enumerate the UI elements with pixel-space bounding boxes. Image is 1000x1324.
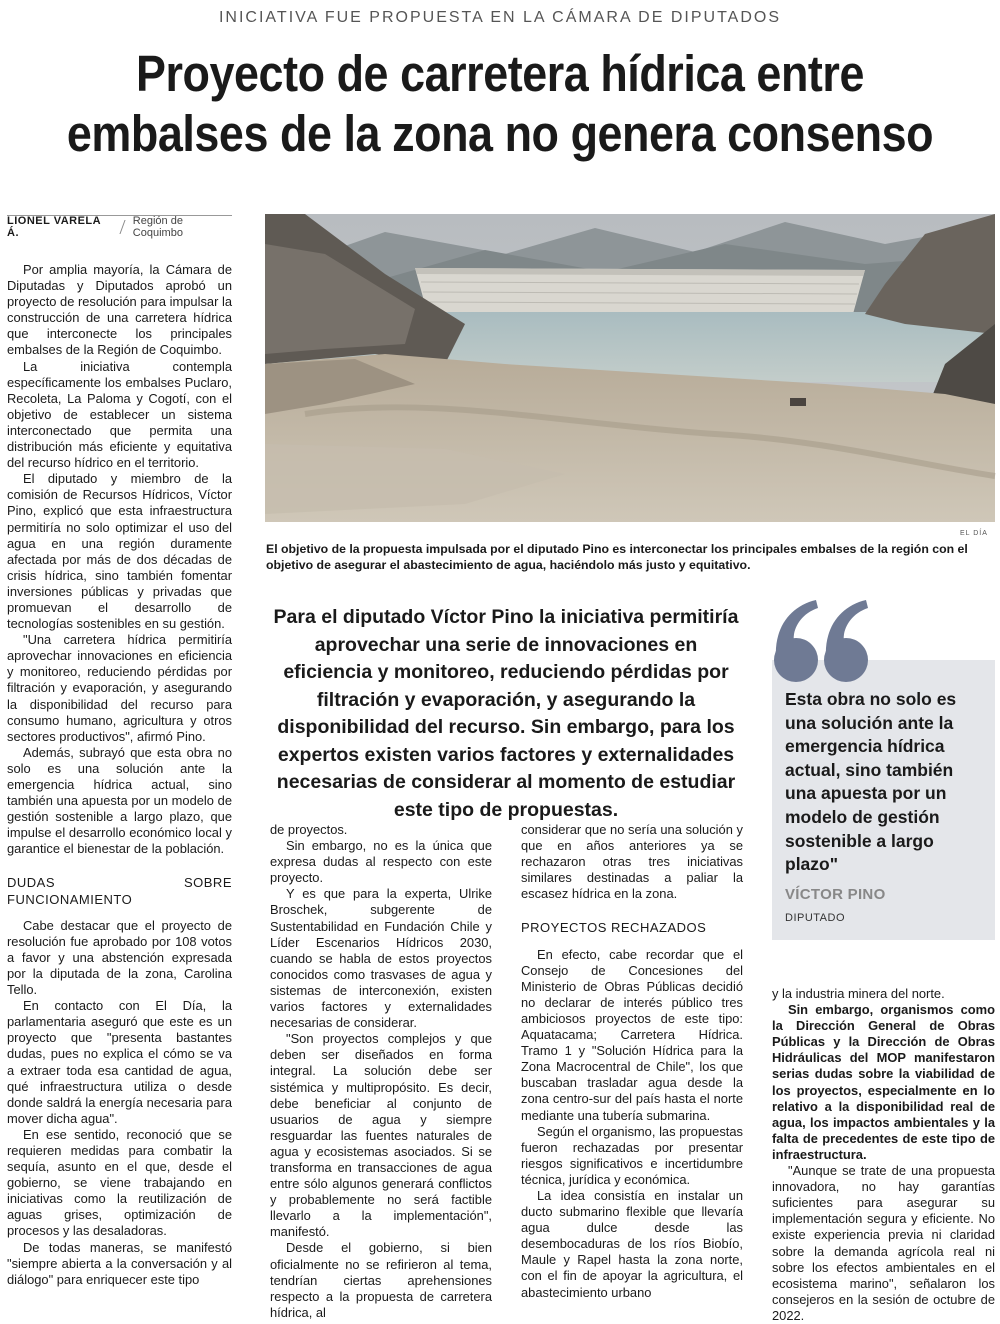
paragraph: "Una carretera hídrica permitiría aprovechar innovaciones en eficiencia y monitoreo, reduciendo pérdidas por filtración y evaporación, y asegurando la disponibilidad del recurso para consumo humano, agricultura y otros sectores productivos", afirmó Pino.: [7, 632, 232, 744]
paragraph: "Aunque se trate de una propuesta innovadora, no hay garantías suficientes para asegurar su implementación segura y eficiente. No existe experiencia previa ni claridad sobre la demanda agrícola real ni sobre los efectos ambientales en el ecosistema marino", señalaron los consejeros en la sesión de octubre de 2022.: [772, 1163, 995, 1323]
paragraph: Desde el gobierno, si bien oficialmente no se refirieron al tema, tendrían ciertas aprehensiones respecto a la propuesta de carretera hídrica, al: [270, 1240, 492, 1320]
byline-region: Región de Coquimbo: [132, 214, 183, 239]
paragraph: Sin embargo, no es la única que expresa dudas al respecto con este proyecto.: [270, 838, 492, 886]
quote-marks-icon: [770, 598, 880, 688]
paragraph: y la industria minera del norte.: [772, 986, 945, 1001]
article-column-1: [7, 262, 232, 1288]
paragraph: En contacto con El Día, la parlamentaria aseguró que este es un proyecto que "presenta bastantes dudas, pues no explica el cómo se va a extraer toda esa cantidad de agua, qué infraestructura utiliza o desde donde saldrá la energía necesaria para mover dicha agua".: [7, 998, 232, 1126]
paragraph: En ese sentido, reconoció que se requieren medidas para combatir la sequía, asunto en el que, desde el gobierno, se viene trabajando en iniciativas como la reutilización de aguas grises, optimización de procesos y las desaladoras.: [7, 1126, 232, 1239]
subheading-dudas: DUDAS SOBRE FUNCIONAMIENTO: [7, 875, 232, 907]
paragraph: Sin embargo, organismos como la Dirección General de Obras Públicas y la Dirección de Obras Hidráulicas del MOP manifestaron serias dudas sobre la viabilidad de los proyectos, especialmente en lo relativo a la disponibilidad real de agua, los impactos ambientales y la falta de precedentes de este tipo de infraestructura.: [772, 1002, 995, 1162]
paragraph: Según el organismo, las propuestas fueron rechazadas por presentar riesgos significativos e incertidumbre técnica, jurídica y económica.: [521, 1123, 743, 1187]
photo-credit: EL DÍA: [960, 530, 988, 537]
article-column-3: [521, 822, 743, 1301]
lead-paragraph: Para el diputado Víctor Pino la iniciativa permitiría aprovechar una serie de innovaciones en eficiencia y monitoreo, reduciendo pérdidas por filtración y evaporación, y asegurando la disponibilidad del recurso. Sin embargo, para los expertos existen varios factores y externalidades necesarias de considerar al momento de estudiar este tipo de propuestas.: [273, 606, 739, 821]
headline-line-1: Proyecto de carretera hídrica entre: [136, 45, 864, 102]
paragraph: Cabe destacar que el proyecto de resolución fue aprobado por 108 votos a favor y una abstención expresada por la diputada de la zona, Carolina Tello.: [7, 917, 232, 998]
byline-author: LIONEL VARELA Á.: [7, 214, 101, 239]
byline-separator: [119, 220, 125, 234]
pullquote-role: DIPUTADO: [785, 912, 846, 924]
paragraph: Y es que para la experta, Ulrike Broschek, subgerente de Sustentabilidad en Fundación Chile y Líder Escenarios Hídricos 2030, cuando se habla de estos proyectos conocidos como trasvases de agua y sistemas de interconexión, existen varios factores y externalidades necesarias de considerar.: [270, 886, 492, 1031]
subheading-proyectos: PROYECTOS RECHAZADOS: [521, 920, 707, 936]
paragraph: Además, subrayó que esta obra no solo es una solución ante la emergencia hídrica actual, sino también una apuesta por un modelo de gestión sostenible a largo plazo, que impulse el desarrollo económico local y garantice el bienestar de la población.: [7, 744, 232, 857]
paragraph: En efecto, cabe recordar que el Consejo de Concesiones del Ministerio de Obras Públicas decidió no declarar de interés público tres ambiciosos proyectos de este tipo: Aquatacama; Carretera Hídrica. Tramo 1 y "Solución Hídrica para la Zona Macrocentral de Chile", los que buscaban trasladar agua desde la zona centro-sur del país hasta el norte mediante una tubería submarina.: [521, 946, 743, 1123]
paragraph: Por amplia mayoría, la Cámara de Diputadas y Diputados aprobó un proyecto de resolución para impulsar la construcción de una carretera hídrica que interconecte los principales embalses de la Región de Coquimbo.: [7, 262, 232, 358]
paragraph: De todas maneras, se manifestó "siempre abierta a la conversación y al diálogo" para enriquecer este tipo: [7, 1239, 232, 1287]
paragraph: considerar que no sería una solución y que en años anteriores ya se rechazaron otras tres iniciativas similares destinadas a paliar la escasez hídrica en la zona.: [521, 822, 743, 902]
kicker: INICIATIVA FUE PROPUESTA EN LA CÁMARA DE DIPUTADOS: [218, 9, 782, 26]
paragraph: de proyectos.: [270, 822, 348, 837]
photo-caption: El objetivo de la propuesta impulsada por el diputado Pino es interconectar los principales embalses de la región con el objetivo de asegurar el abastecimiento de agua, haciéndolo más justo y equitativo.: [266, 542, 968, 572]
paragraph: La idea consistía en instalar un ducto submarino flexible que llevaría agua dulce desde las desembocaduras de los ríos Biobío, Maule y Rapel hasta la zona norte, con el fin de apoyar la agricultura, el abastecimiento urbano: [521, 1187, 743, 1300]
headline: [60, 44, 940, 164]
reservoir-photo: [265, 214, 995, 522]
byline: [7, 215, 232, 237]
pullquote-text: Esta obra no solo es una solución ante la emergencia hídrica actual, sino también una apuesta por un modelo de gestión sostenible a largo plazo": [785, 689, 957, 875]
paragraph: "Son proyectos complejos y que deben ser diseñados en forma integral. La solución debe ser sistémica y multipropósito. Es decir, debe beneficiar al conjunto de usuarios de agua y siempre resguardar las fuentes naturales de agua y ecosistemas asociados. Si se transforma en transacciones de agua entre sólo algunos generará conflictos y probablemente no será factible llevarlo a la implementación", manifestó.: [270, 1031, 492, 1240]
article-column-4: [772, 986, 995, 1324]
headline-line-2: embalses de la zona no genera consenso: [66, 105, 934, 162]
pullquote-name: VÍCTOR PINO: [785, 886, 886, 903]
paragraph: El diputado y miembro de la comisión de Recursos Hídricos, Víctor Pino, explicó que esta infraestructura permitiría no solo optimizar el uso del agua en una región duramente afectada por más de dos décadas de crisis hídrica, sino también fomentar inversiones públicas y privadas que promuevan el desarrollo de tecnologías sostenibles en su gestión.: [7, 471, 232, 632]
article-column-2: [270, 822, 492, 1321]
paragraph: La iniciativa contempla específicamente los embalses Puclaro, Recoleta, La Paloma y Cogotí, con el objetivo de establecer un sistema interconectado que permita una distribución más eficiente y equitativa del recurso hídrico en el territorio.: [7, 358, 232, 471]
